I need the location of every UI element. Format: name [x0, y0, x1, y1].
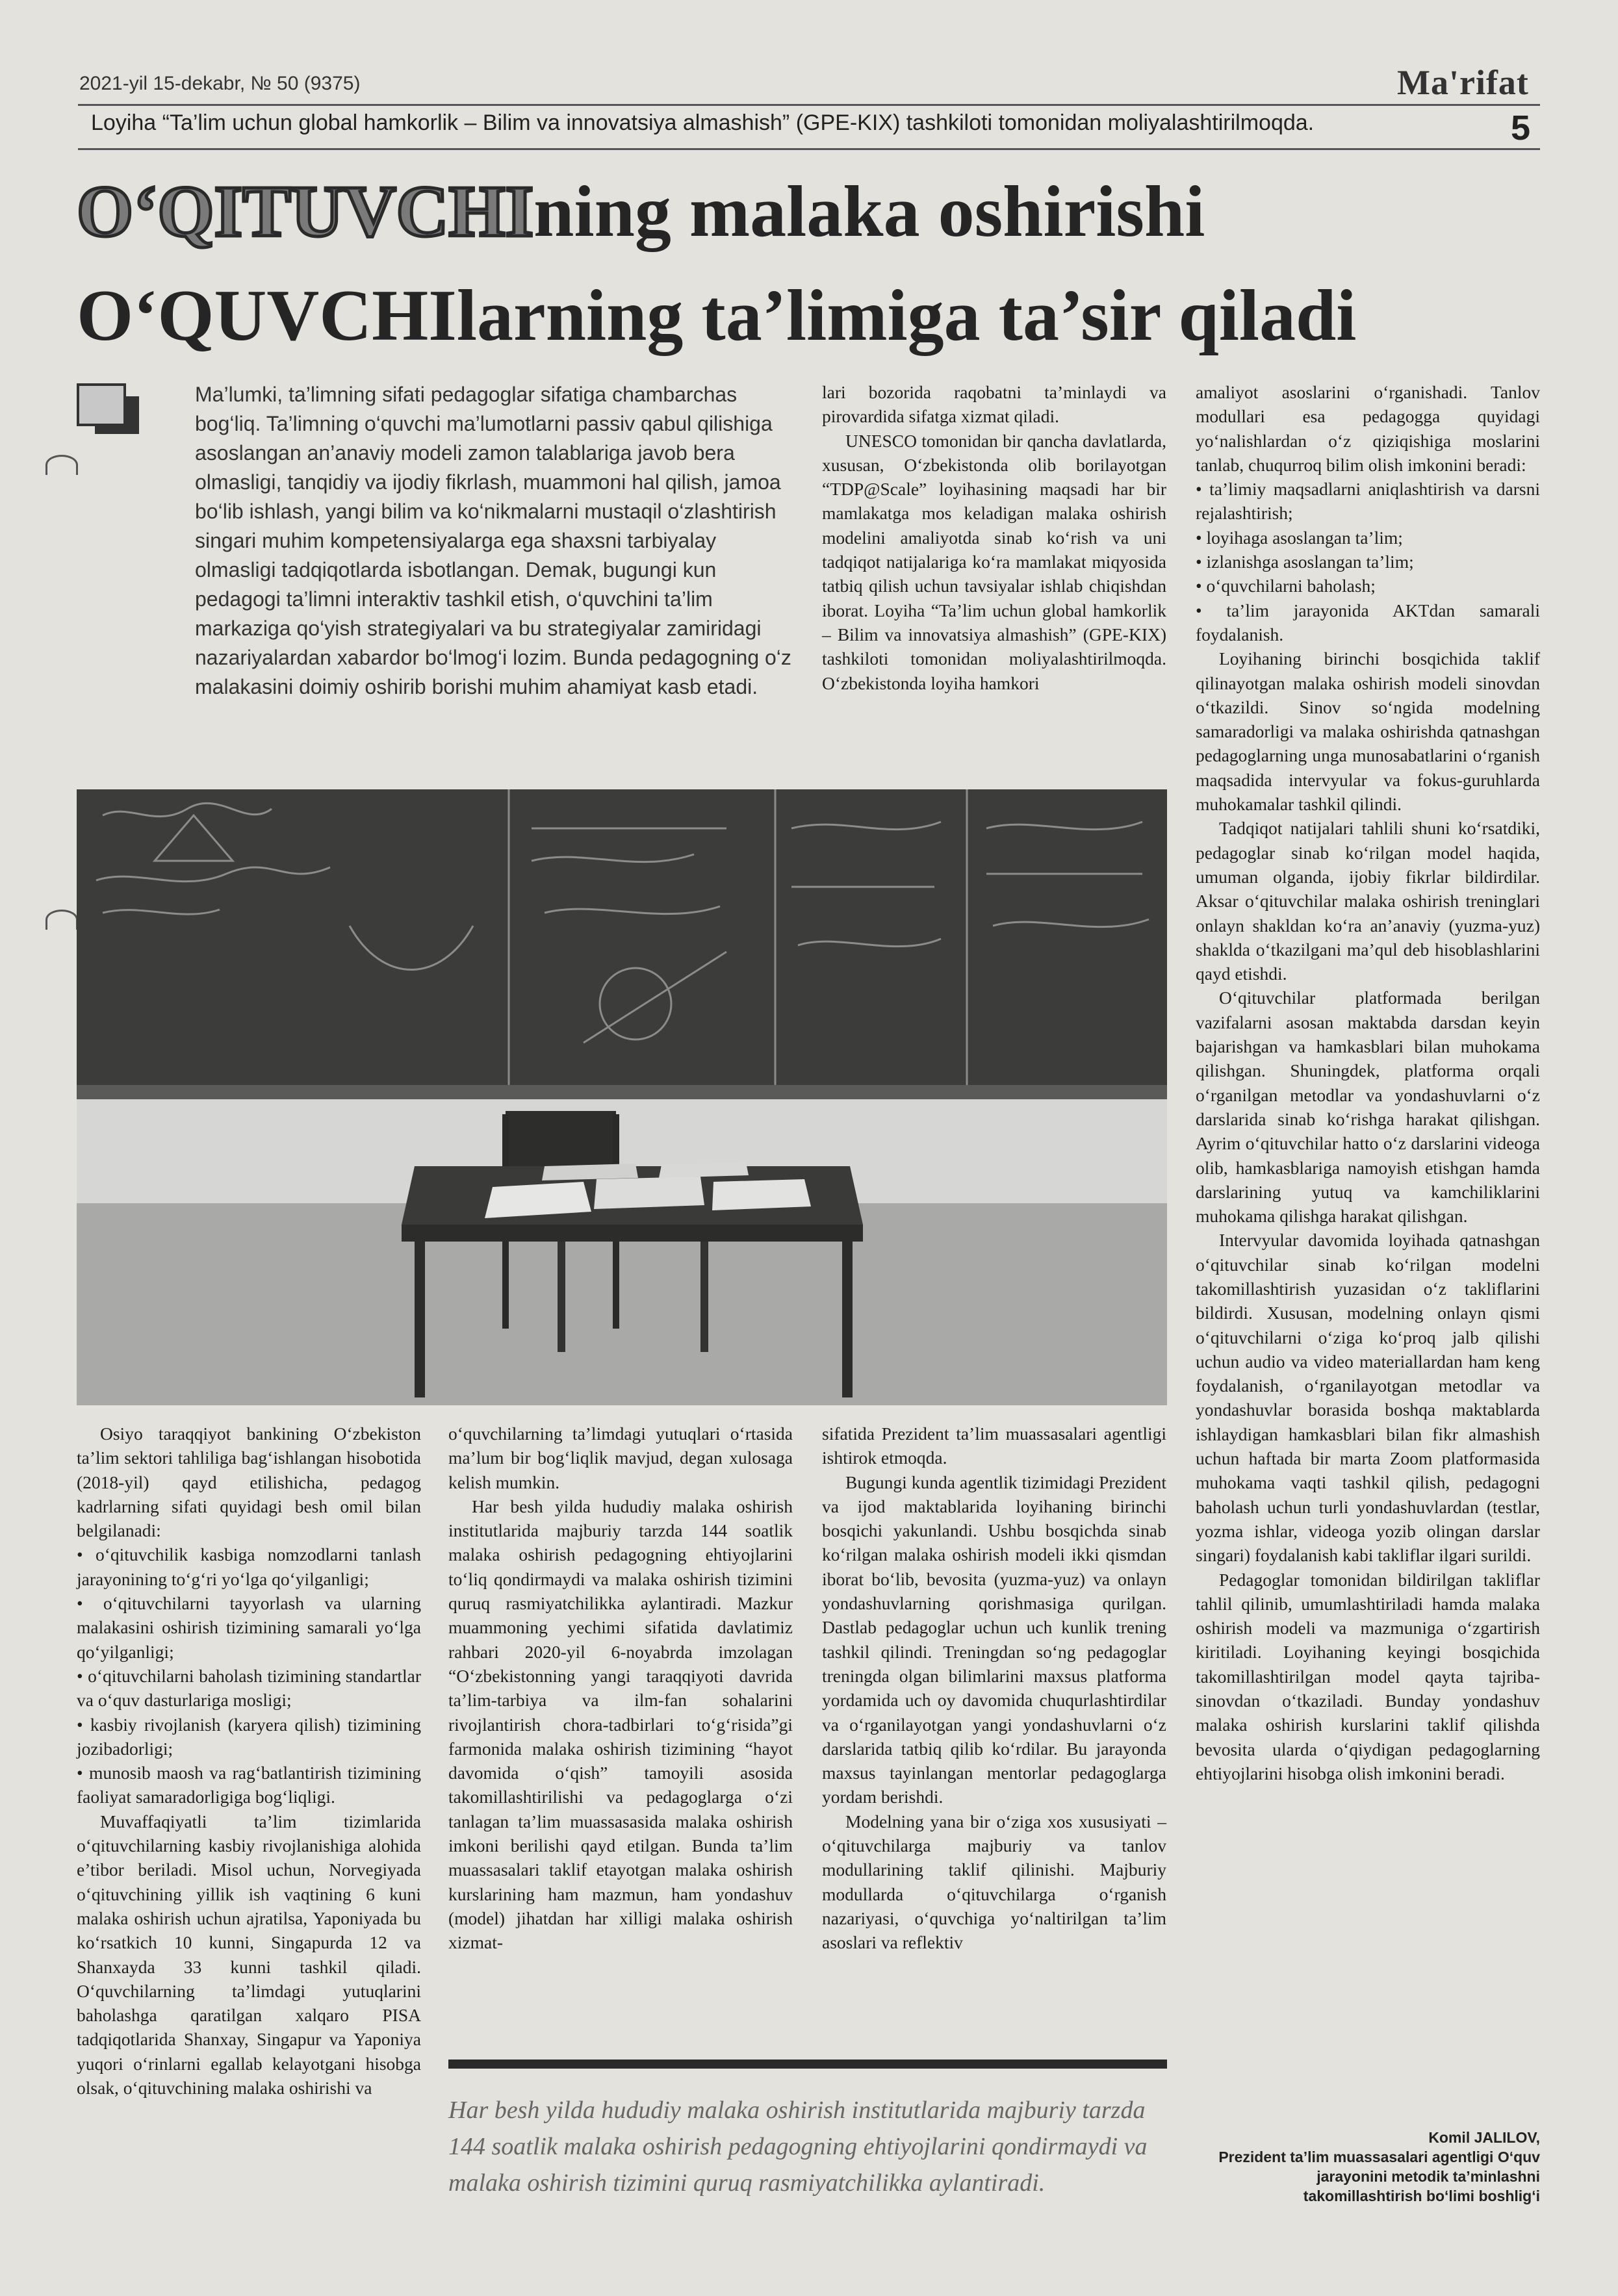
column-top-middle [822, 380, 1166, 695]
list-item: • izlanishga asoslangan ta’lim; [1196, 552, 1414, 572]
paragraph: O‘qituvchilar platformada berilgan vazifalarni asosan maktabda darsdan keyin bajarishgan va hamkasblari bilan muhokama qilishgan. Shuningdek, platforma orqali o‘rganilgan metodlar va yondashuvlarni o‘z darslarida sinab ko‘rishga harakat qilishgan. Ayrim o‘qituvchilar hatto o‘z darslarini videoga olib, hamkasblariga namoyish etishgan hamda darslarining yutuq va kamchiliklarini muhokama qilishga harakat qilishgan. [1196, 988, 1540, 1227]
paragraph: Osiyo taraqqiyot bankining O‘zbekiston ta’lim sektori tahliliga bag‘ishlangan hisobotida (2018-yil) qayd etilishicha, pedagog kadrlarning sifati quyidagi besh omil bilan belgilanadi: [77, 1423, 421, 1541]
punch-hole-mark [45, 910, 78, 930]
list-item: • o‘quvchilarni baholash; [1196, 576, 1376, 596]
lead-paragraph: Ma’lumki, ta’limning sifati pedagoglar sifatiga chambarchas bog‘liq. Ta’limning o‘quvchi ma’lumotlarni passiv qabul qilishiga asoslangan an’anaviy modeli zamon talablariga javob bera olmasligi, tanqidiy va ijodiy fikrlash, muammoni hal qilish, jamoa bo‘lib ishlash, yangi bilim va ko‘nikmalarni mustaqil o‘zlashtirish singari muhim kompetensiyalarga ega shaxsni tarbiyalay olmasligi tadqiqotlarda isbotlangan. Demak, bugungi kun pedagogi ta’limni interaktiv tashkil etish, o‘quvchini ta’lim markaziga qo‘yish strategiyalari va bu strategiyalar zamiridagi nazariyalardan xabardor bo‘lmog‘i lozim. Bunda pedagogning o‘z malakasini doimiy oshirib borishi muhim ahamiyat kasb etadi. [195, 383, 791, 698]
headline-line-2: O‘QUVCHIlarning ta’limiga ta’sir qiladi [77, 275, 1357, 356]
list-item: • o‘qituvchilik kasbiga nomzodlarni tanlash jarayonining to‘g‘ri yo‘lga qo‘yilganligi; [77, 1544, 421, 1589]
list-item: • loyihaga asoslangan ta’lim; [1196, 527, 1403, 548]
column-bottom-2 [448, 1422, 793, 1955]
paragraph: Tadqiqot natijalari tahlili shuni ko‘rsatdiki, pedagoglar sinab ko‘rilgan model haqida, umuman olganda, ijobiy fikrlar bildirdilar. Aksar o‘qituvchilar malaka oshirish treninglari onlayn shakldan ko‘ra an’anaviy (yuzma-yuz) shaklda o‘tkazilgani ma’qul deb hisoblashlarini qayd etishdi. [1196, 818, 1540, 984]
list-item: • ta’lim jarayonida AKTdan samarali foydalanish. [1196, 600, 1540, 644]
page-number: 5 [1511, 108, 1531, 147]
paragraph: Bugungi kunda agentlik tizimidagi Prezident va ijod maktablarida loyihaning birinchi bosqichi yakunlandi. Ushbu bosqichda sinab ko‘rilgan malaka oshirish modeli ikki qismdan iborat bo‘lib, bevosita (yuzma-yuz) va onlayn yondashuvlarning qorishmasiga qurilgan. Dastlab pedagoglar uchun uch kunlik trening tashkil qilindi. Treningdan so‘ng pedagoglar treningda olgan bilimlarini maxsus platforma yordamida uch oy davomida chuqurlashtirdilar va o‘rganilayotgan yangi yondashuvlarni o‘z darslarida tatbiq qilib ko‘rdilar. Bu jarayonda maxsus tayinlangan mentorlar pedagoglarga yordam berishdi. [822, 1472, 1166, 1807]
issue-date: 2021-yil 15-dekabr, № 50 (9375) [79, 73, 361, 94]
project-note: Loyiha “Ta’lim uchun global hamkorlik – Bilim va innovatsiya almashish” (GPE-KIX) tashkiloti tomonidan moliyalashtirilmoqda. [91, 110, 1315, 135]
paragraph: Intervyular davomida loyihada qatnashgan o‘qituvchilar sinab ko‘rilgan modelni takomillashtirish yuzasidan o‘z takliflarini bildirdi. Xususan, modelning onlayn qismi o‘qituvchilarni o‘ziga ko‘proq jalb qilishi uchun audio va video materiallardan ham keng foydalanish, o‘rganilayotgan metodlar va yondashuvlar borasida boshqa maktablarda ishlaydigan hamkasblari bilan fikr almashish uchun haftada bir marta Zoom platformasida muhokama vaqti tashkil qilish, pedagogni baholash uchun turli yondashuvlardan (testlar, yozma ishlar, videoga yozib olingan darslar singari) foydalanish kabi takliflar ilgari surildi. [1196, 1230, 1540, 1566]
paragraph: Muvaffaqiyatli ta’lim tizimlarida o‘qituvchilarning kasbiy rivojlanishiga alohida e’tibor beriladi. Misol uchun, Norvegiyada o‘qituvchining yillik ish vaqtining 6 kuni malaka oshirish uchun ajratilsa, Yaponiyada bu ko‘rsatkich 10 kunni, Singapurda 12 va Shanxayda 33 kunni tashkil qiladi. O‘quvchilarning ta’limdagi yutuqlarini baholashga qaratilgan xalqaro PISA tadqiqotlarida Shanxay, Singapur va Yaponiya yuqori o‘rinlarni egallab kelayotgani hisobga olsak, o‘qituvchining malaka oshirishi va [77, 1811, 421, 2098]
author-signature [1196, 2128, 1540, 2206]
headline-line-1 [77, 172, 1205, 252]
paragraph: amaliyot asoslarini o‘rganishadi. Tanlov modullari esa pedagogga quyidagi yo‘nalishlardan o‘z qiziqishiga moslarini tanlab, chuqurroq bilim olish imkonini beradi: [1196, 382, 1540, 475]
list-item: • munosib maosh va rag‘batlantirish tizimining faoliyat samaradorligiga bog‘liqligi. [77, 1763, 421, 1807]
paragraph: lari bozorida raqobatni ta’minlaydi va pirovardida sifatga xizmat qiladi. [822, 382, 1166, 427]
list-item: • ta’limiy maqsadlarni aniqlashtirish va darsni rejalashtirish; [1196, 479, 1540, 524]
classroom-photo [77, 789, 1167, 1405]
paragraph: o‘quvchilarning ta’limdagi yutuqlari o‘rtasida ma’lum bir bog‘liqlik mavjud, degan xulosaga kelish mumkin. [448, 1423, 793, 1492]
paragraph: Pedagoglar tomonidan bildirilgan takliflar tahlil qilinib, umumlashtiriladi hamda malaka oshirish modeli va mazmuniga o‘zgartirish kiritiladi. Loyihaning keyingi bosqichida takomillashtirilgan model qayta tajriba-sinovdan o‘tkaziladi. Bunday yondashuv malaka oshirish kurslarini taklif qilishda bevosita ularda o‘qiydigan pedagoglarning ehtiyojlarini hisobga olish imkonini beradi. [1196, 1569, 1540, 1783]
header-rule-top [78, 104, 1540, 106]
column-bottom-3 [822, 1422, 1166, 1955]
column-bottom-1 [77, 1422, 421, 2100]
pull-quote-rule [448, 2060, 1167, 2069]
paragraph: Modelning yana bir o‘ziga xos xususiyati – o‘qituvchilarga majburiy va tanlov modullarining taklif qilinishi. Majburiy modullarda o‘qituvchilarga o‘rganish nazariyasi, o‘quvchiga yo‘naltirilgan ta’lim asoslari va reflektiv [822, 1811, 1166, 1953]
paragraph: Loyihaning birinchi bosqichida taklif qilinayotgan malaka oshirish modeli sinovdan o‘tkazildi. Sinov so‘ngida modelning samaradorligi va malaka oshirishda qatnashgan pedagoglarning unga munosabatlarini o‘rganish maqsadida intervyular va fokus-guruhlarda muhokamalar tashkil qilindi. [1196, 648, 1540, 815]
author-name: Komil JALILOV, [1428, 2129, 1540, 2146]
article-marker-icon [77, 383, 142, 435]
headline-keyword-teacher: O‘QITUVCHI [77, 172, 534, 252]
list-item: • kasbiy rivojlanish (karyera qilish) tizimining jozibadorligi; [77, 1714, 421, 1759]
column-right [1196, 380, 1540, 1785]
punch-hole-mark [45, 455, 78, 475]
paragraph: UNESCO tomonidan bir qancha davlatlarda, xususan, O‘zbekistonda olib borilayotgan “TDP@Scale” loyihasining maqsadi har bir mamlakatga mos keladigan malaka oshirish modelini amaliyotda sinab ko‘rish va uni tadqiqot natijalariga ko‘ra mamlakat miqyosida tatbiq qilish uchun tavsiyalar ishlab chiqishdan iborat. Loyiha “Ta’lim uchun global hamkorlik – Bilim va innovatsiya almashish” (GPE-KIX) tashkiloti tomonidan moliyalashtirilmoqda. O‘zbekistonda loyiha hamkori [822, 430, 1166, 693]
list-item: • o‘qituvchilarni baholash tizimining standartlar va o‘quv dasturlariga mosligi; [77, 1665, 421, 1711]
pull-quote: Har besh yilda hududiy malaka oshirish institutlarida majburiy tarzda 144 soatlik malaka oshirish pedagogning ehtiyojlarini qondirmaydi va malaka oshirish tizimini quruq rasmiyatchilikka aylantiradi. [448, 2097, 1148, 2197]
list-item: • o‘qituvchilarni tayyorlash va ularning malakasini oshirish tizimining samarali yo‘lga qo‘yilganligi; [77, 1593, 421, 1662]
header-rule-bottom [78, 148, 1540, 150]
author-position: Prezident ta’lim muassasalari agentligi O‘quv jarayonini metodik ta’minlashni takomillashtirish bo‘limi boshlig‘i [1218, 2149, 1540, 2204]
newspaper-logo: Ma'rifat [1397, 63, 1529, 102]
paragraph: Har besh yilda hududiy malaka oshirish institutlarida majburiy tarzda 144 soatlik malaka oshirish pedagogning ehtiyojlarini to‘liq qondirmaydi va malaka oshirish tizimini quruq rasmiyatchilikka aylantiradi. Mazkur muammoning yechimi sifatida davlatimiz rahbari 2020-yil 6-noyabrda imzolagan “O‘zbekistonning yangi taraqqiyoti davrida ta’lim-tarbiya va ilm-fan sohalarini rivojlantirish chora-tadbirlari to‘g‘risida”gi farmonida malaka oshirish tizimining “hayot davomida o‘qish” tamoyili asosida takomillashtirilishi va pedagoglarga o‘zi tanlagan ta’lim muassasasida malaka oshirish imkoni berilishi qayd etilgan. Bunda ta’lim muassasalari taklif etayotgan malaka oshirish kurslarining ham mazmun, ham yondashuv (model) jihatdan har xilligi malaka oshirish xizmat- [448, 1496, 793, 1953]
paragraph: sifatida Prezident ta’lim muassasalari agentligi ishtirok etmoqda. [822, 1423, 1166, 1468]
headline-line-1-rest: ning malaka oshirishi [533, 172, 1205, 252]
